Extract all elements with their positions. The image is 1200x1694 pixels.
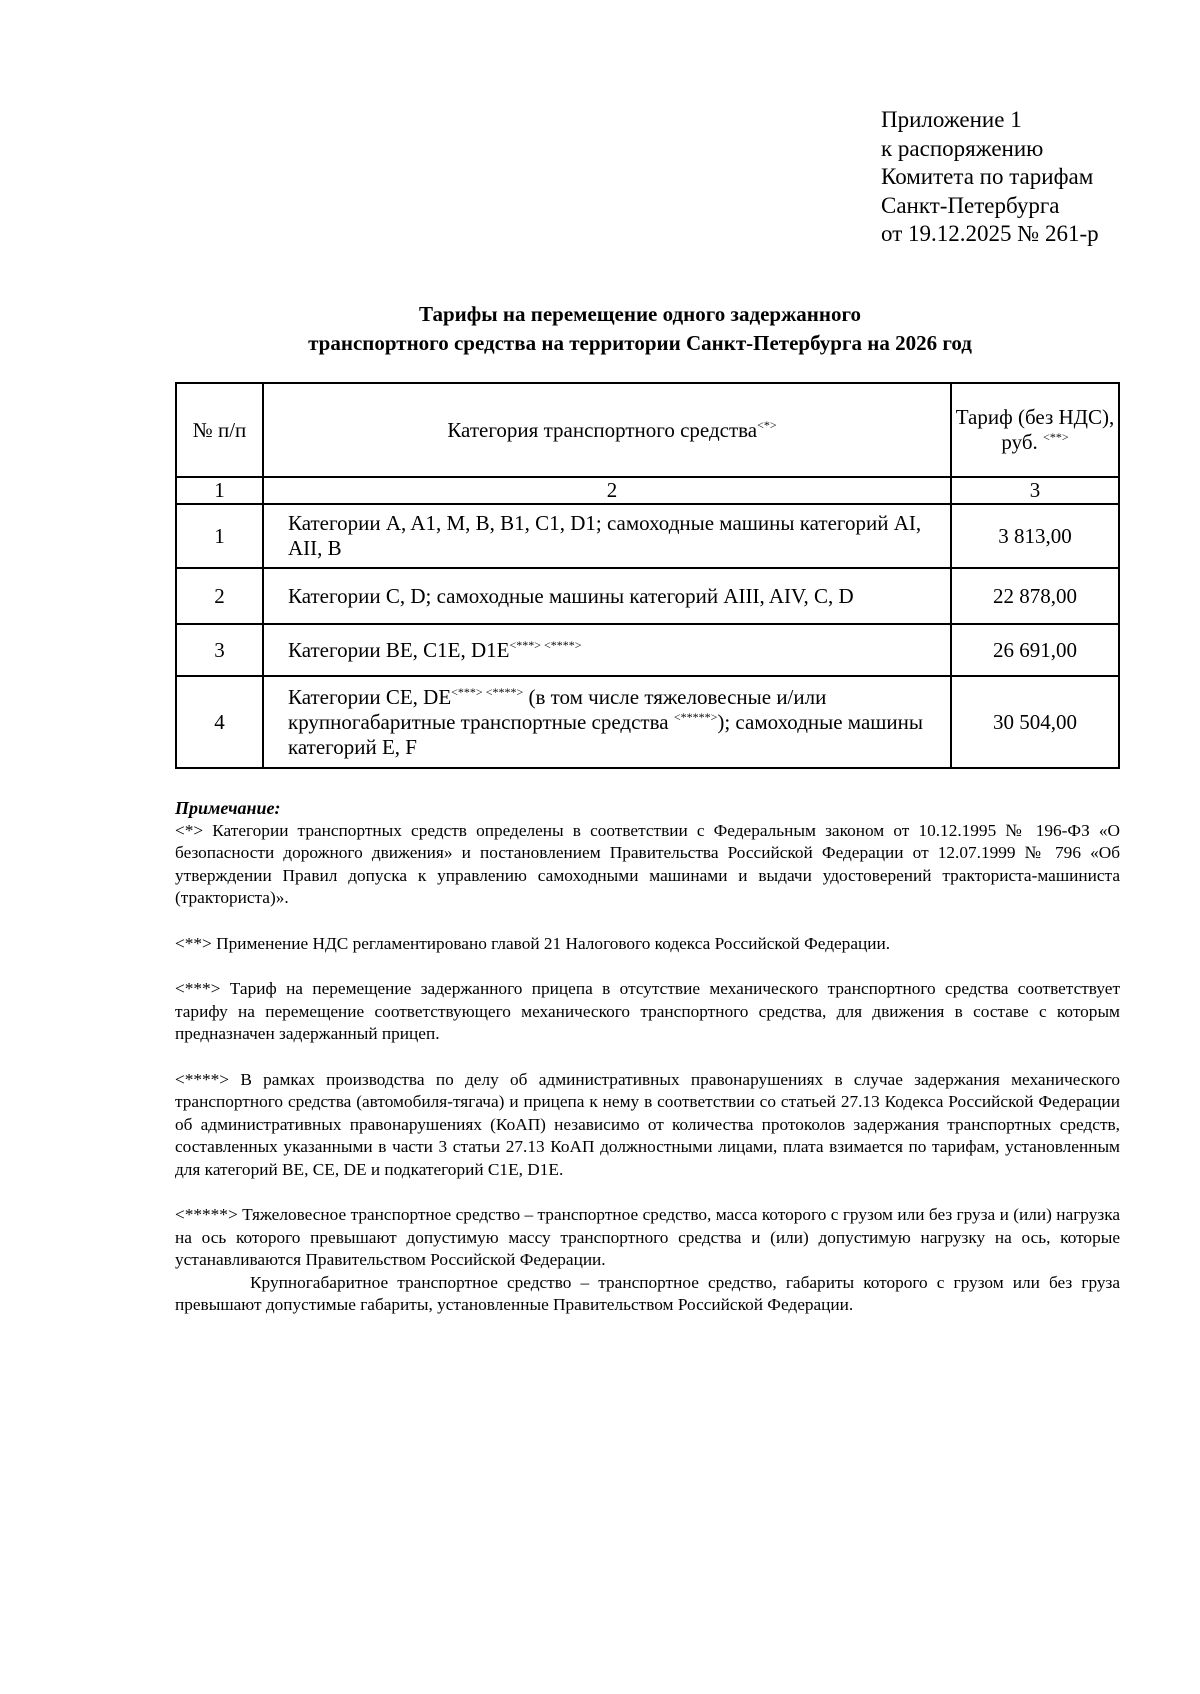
header-category	[263, 383, 951, 477]
footnote-mark: <*****>	[673, 709, 718, 724]
row-num: 2	[176, 568, 263, 624]
note-paragraph: <*> Категории транспортных средств определены в соответствии с Федеральным законом от 10.12.1995 № 196-ФЗ «О безопасности дорожного движения» и постановлением Правительства Российской Федерации от 12.07.1999 № 796 «Об утверждении Правил допуска к управлению самоходными машинами и выдачи удостоверений тракториста-машиниста (тракториста)».	[175, 820, 1120, 907]
row-category	[263, 676, 951, 768]
title-line: транспортного средства на территории Санкт-Петербурга на 2026 год	[308, 331, 972, 355]
row-num: 3	[176, 624, 263, 676]
footnote-mark: <***> <****>	[509, 637, 582, 652]
row-tariff: 3 813,00	[951, 504, 1119, 568]
header-tariff-unit-line	[952, 430, 1118, 455]
index-cell: 3	[951, 477, 1119, 504]
notes-title: Примечание:	[175, 798, 281, 818]
row-num: 4	[176, 676, 263, 768]
footnote-mark: <***> <****>	[451, 684, 524, 699]
notes-section	[175, 797, 1120, 1317]
table-row	[176, 676, 1119, 768]
row-tariff: 30 504,00	[951, 676, 1119, 768]
row-tariff: 22 878,00	[951, 568, 1119, 624]
row-category-text: ); самоходные машины категорий E, F	[288, 709, 924, 759]
row-category: Категории A, A1, M, B, B1, C1, D1; самоходные машины категорий AI, AII, B	[263, 504, 951, 568]
row-category	[263, 624, 951, 676]
header-num: № п/п	[176, 383, 263, 477]
appendix-line: к распоряжению	[881, 135, 1044, 161]
appendix-date-line: от 19.12.2025 № 261-р	[881, 221, 1099, 246]
footnote-mark: <**>	[1043, 430, 1069, 444]
note-paragraph: <****> В рамках производства по делу об административных правонарушениях в случае задержания механического транспортного средства (автомобиля-тягача) и прицепа к нему в соответствии со статьей 27.13 Кодекса Российской Федерации об административных правонарушениях (КоАП) независимо от количества протоколов задержания транспортных средств, составленных указанными в части 3 статьи 27.13 КоАП должностными лицами, плата взимается по тарифам, установленным для категорий BE, CE, DE и подкатегорий C1E, D1E.	[175, 1069, 1120, 1179]
appendix-block	[881, 106, 1099, 249]
row-category-text: (в том числе тяжеловесные и/или крупногабаритные транспортные средства	[288, 684, 827, 734]
header-category-label: Категория транспортного средства	[447, 417, 758, 442]
index-cell: 1	[176, 477, 263, 504]
document-title	[160, 300, 1120, 358]
appendix-line: Приложение 1	[881, 107, 1022, 132]
table-header-row	[176, 383, 1119, 477]
table-row	[176, 624, 1119, 676]
note-paragraph: <*****> Тяжеловесное транспортное средство – транспортное средство, масса которого с грузом или без груза и (или) нагрузка на ось которого превышают допустимую массу транспортного средства и (или) допустимую нагрузку на ось, которые устанавливаются Правительством Российской Федерации.	[175, 1205, 1120, 1269]
header-tariff-label: Тариф (без НДС),	[955, 405, 1115, 429]
table-row	[176, 568, 1119, 624]
tariffs-table	[175, 382, 1120, 769]
appendix-line: Санкт-Петербурга	[881, 192, 1060, 218]
note-paragraph: <***> Тариф на перемещение задержанного прицепа в отсутствие механического транспортного средства соответствует тарифу на перемещение соответствующего механического транспортного средства, для движения в составе с которым предназначен задержанный прицеп.	[175, 979, 1120, 1043]
table-row	[176, 504, 1119, 568]
note-paragraph: Крупногабаритное транспортное средство – транспортное средство, габариты которого с грузом или без груза превышают допустимые габариты, установленные Правительством Российской Федерации.	[175, 1272, 1120, 1314]
row-category: Категории C, D; самоходные машины категорий AIII, AIV, C, D	[263, 568, 951, 624]
table-index-row	[176, 477, 1119, 504]
row-category-text: Категории CE, DE	[288, 684, 452, 709]
header-tariff	[951, 383, 1119, 477]
footnote-mark: <*>	[757, 417, 777, 432]
row-tariff: 26 691,00	[951, 624, 1119, 676]
row-category-text: Категории BE, C1E, D1E	[288, 637, 510, 662]
appendix-line: Комитета по тарифам	[881, 164, 1094, 189]
header-tariff-unit: руб.	[1001, 430, 1038, 454]
note-paragraph: <**> Применение НДС регламентировано главой 21 Налогового кодекса Российской Федерации.	[175, 933, 891, 953]
row-num: 1	[176, 504, 263, 568]
index-cell: 2	[263, 477, 951, 504]
title-line: Тарифы на перемещение одного задержанного	[418, 302, 862, 326]
